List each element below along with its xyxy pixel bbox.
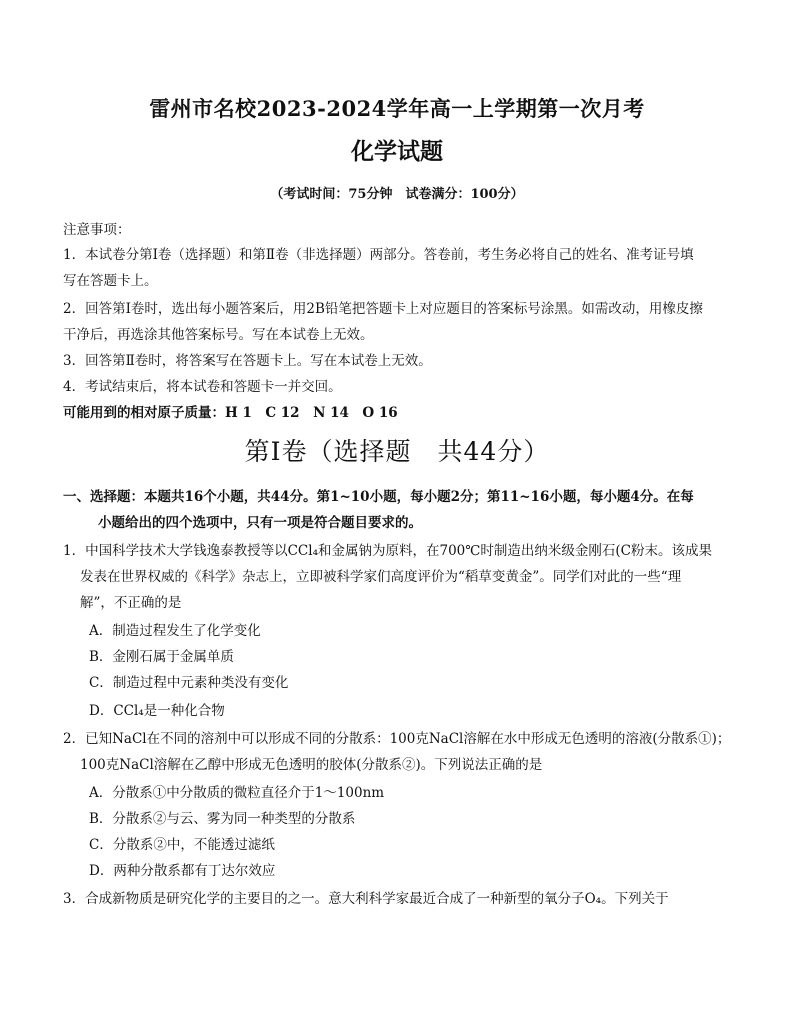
subject-title: 化学试题: [351, 138, 443, 165]
note-1-line-1: 1．本试卷分第Ⅰ卷（选择题）和第Ⅱ卷（非选择题）两部分。答卷前，考生务必将自己的姓名、准考证号填: [63, 247, 694, 263]
exam-title: 雷州市名校2023-2024学年高一上学期第一次月考: [149, 96, 645, 121]
note-3: 3．回答第Ⅱ卷时，将答案写在答题卡上。写在本试卷上无效。: [63, 353, 432, 369]
q1-option-d: D．CCl₄是一种化合物: [89, 703, 225, 719]
q2-stem-line-1: 2．已知NaCl在不同的溶剂中可以形成不同的分散系：100克NaCl溶解在水中形成无色透明的溶液(分散系①)；: [63, 731, 731, 747]
q2-option-b: B．分散系②与云、雾为同一种类型的分散系: [89, 811, 356, 827]
atomic-masses: 可能用到的相对原子质量：H 1 C 12 N 14 O 16: [63, 405, 398, 421]
section-1-intro-line-2: 小题给出的四个选项中，只有一项是符合题目要求的。: [98, 515, 422, 531]
q2-stem-line-2: 100克NaCl溶解在乙醇中形成无色透明的胶体(分散系②)。下列说法正确的是: [80, 757, 543, 773]
note-2-line-2: 干净后，再选涂其他答案标号。写在本试卷上无效。: [63, 327, 374, 343]
q2-option-c: C．分散系②中，不能透过滤纸: [89, 837, 275, 853]
q1-option-b: B．金刚石属于金属单质: [89, 649, 234, 665]
q1-stem-line-1: 1．中国科学技术大学钱逸泰教授等以CCl₄和金属钠为原料，在700℃时制造出纳米级金刚石(C粉末。该成果: [63, 543, 712, 559]
q2-option-d: D．两种分散系都有丁达尔效应: [89, 863, 276, 879]
q1-stem-line-3: 解”，不正确的是: [80, 595, 182, 611]
exam-info: （考试时间：75分钟 试卷满分：100分）: [270, 187, 524, 202]
note-4: 4．考试结束后，将本试卷和答题卡一并交回。: [63, 379, 342, 395]
q1-option-c: C．制造过程中元素种类没有变化: [89, 675, 289, 691]
q1-option-a: A．制造过程发生了化学变化: [89, 623, 261, 639]
section-1-intro-line-1: 一、选择题：本题共16个小题，共44分。第1~10小题，每小题2分；第11~16小题，每小题4分。在每: [63, 489, 694, 505]
q3-stem-line-1: 3．合成新物质是研究化学的主要目的之一。意大利科学家最近合成了一种新型的氧分子O₄。下列关于: [63, 891, 669, 907]
q2-option-a: A．分散系①中分散质的微粒直径介于1～100nm: [89, 785, 385, 801]
note-1-line-2: 写在答题卡上。: [63, 273, 158, 289]
section-1-title: 第Ⅰ卷（选择题 共44分）: [244, 437, 550, 466]
note-2-line-1: 2．回答第Ⅰ卷时，选出每小题答案后，用2B铅笔把答题卡上对应题目的答案标号涂黑。如需改动，用橡皮擦: [63, 301, 703, 317]
q1-stem-line-2: 发表在世界权威的《科学》杂志上，立即被科学家们高度评价为“稻草变黄金”。同学们对此的一些“理: [80, 569, 682, 585]
notes-heading: 注意事项：: [63, 222, 131, 238]
